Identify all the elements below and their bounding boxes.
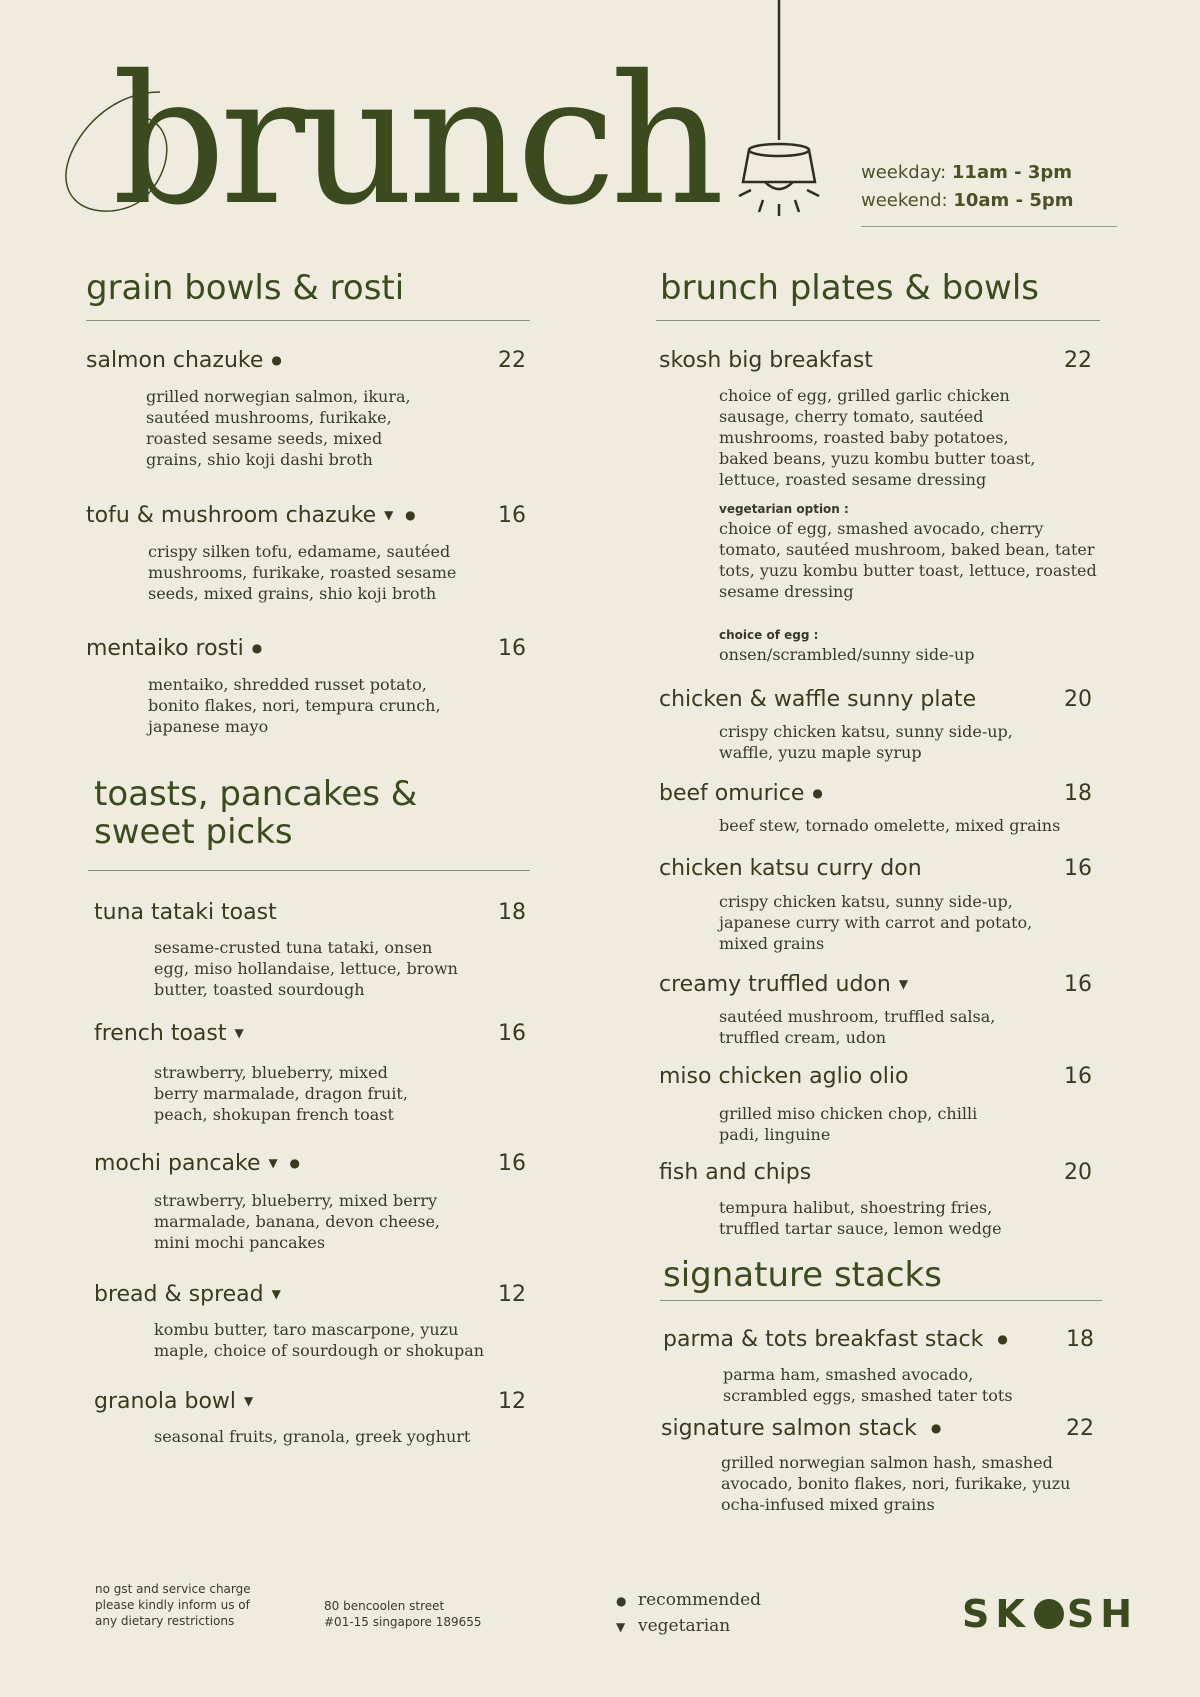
vegetarian-option-label: vegetarian option : (719, 502, 849, 516)
menu-title: brunch (112, 37, 719, 244)
opening-hours (861, 159, 1073, 215)
menu-item-description: grilled norwegian salmon, ikura, sautéed mushrooms, furikake, roasted sesame seeds, mixed grains, shio koji dashi broth (146, 387, 411, 469)
recommended-icon: ● (616, 1594, 627, 1608)
menu-item-description: strawberry, blueberry, mixed berry marmalade, dragon fruit, peach, shokupan french toast (154, 1063, 408, 1124)
weekend-hours (861, 187, 1073, 215)
item-marks: ▼ (244, 1394, 258, 1408)
menu-item-description: choice of egg, grilled garlic chicken sausage, cherry tomato, sautéed mushrooms, roasted baby potatoes, baked beans, yuzu kombu butter toast, lettuce, roasted sesame dressing (719, 386, 1036, 489)
item-marks: ▼ ● (268, 1156, 305, 1170)
menu-item-price: 16 (1064, 972, 1092, 997)
menu-item-price: 16 (498, 636, 526, 661)
legend-vegetarian: ▼ vegetarian (616, 1614, 761, 1640)
menu-item-price: 16 (498, 1021, 526, 1046)
menu-item-name: signature salmon stack ● (661, 1416, 946, 1441)
menu-item-description: seasonal fruits, granola, greek yoghurt (154, 1427, 471, 1446)
menu-item-name: tofu & mushroom chazuke ▼ ● (86, 503, 420, 528)
menu-item-description: strawberry, blueberry, mixed berry marmalade, banana, devon cheese, mini mochi pancakes (154, 1191, 440, 1252)
weekend-label: weekend: (861, 190, 948, 211)
menu-item-price: 22 (498, 348, 526, 373)
menu-item-price: 22 (1066, 1416, 1094, 1441)
menu-item-description: grilled norwegian salmon hash, smashed avocado, bonito flakes, nori, furikake, yuzu ocha-infused mixed grains (721, 1453, 1071, 1514)
menu-item-description: mentaiko, shredded russet potato, bonito flakes, nori, tempura crunch, japanese mayo (148, 675, 441, 736)
menu-item-name: fish and chips (659, 1160, 812, 1185)
item-marks: ▼ (271, 1287, 285, 1301)
menu-item-name: chicken & waffle sunny plate (659, 687, 977, 712)
service-note: no gst and service charge please kindly inform us of any dietary restrictions (95, 1582, 251, 1628)
choice-of-egg-description: onsen/scrambled/sunny side-up (719, 645, 975, 664)
item-marks: ● (271, 353, 286, 367)
section-divider (656, 320, 1100, 321)
menu-item-name: beef omurice ● (659, 781, 827, 806)
menu-item-description: crispy silken tofu, edamame, sautéed mushrooms, furikake, roasted sesame seeds, mixed grains, shio koji broth (148, 542, 457, 603)
weekday-time: 11am - 3pm (951, 162, 1073, 183)
legend-recommended: ● recommended (616, 1588, 761, 1614)
menu-item-price: 18 (1064, 781, 1092, 806)
weekday-label: weekday: (861, 162, 947, 183)
menu-item-price: 18 (1066, 1327, 1094, 1352)
menu-item-description: sesame-crusted tuna tataki, onsen egg, miso hollandaise, lettuce, brown butter, toasted sourdough (154, 938, 458, 999)
section-divider (88, 870, 530, 871)
menu-item-price: 16 (1064, 856, 1092, 881)
menu-item-price: 20 (1064, 687, 1092, 712)
menu-item-price: 18 (498, 900, 526, 925)
menu-item-description: kombu butter, taro mascarpone, yuzu maple, choice of sourdough or shokupan (154, 1320, 485, 1360)
menu-item-description: tempura halibut, shoestring fries, truffled tartar sauce, lemon wedge (719, 1198, 1002, 1238)
choice-of-egg-label: choice of egg : (719, 628, 819, 642)
menu-item-name: miso chicken aglio olio (659, 1064, 909, 1089)
weekday-hours (861, 159, 1073, 187)
skosh-logo: SK SH (962, 1592, 1138, 1636)
menu-item-description: sautéed mushroom, truffled salsa, truffled cream, udon (719, 1007, 996, 1047)
menu-item-description: crispy chicken katsu, sunny side-up, japanese curry with carrot and potato, mixed grains (719, 892, 1033, 953)
section-title-signature-stacks: signature stacks (663, 1255, 942, 1295)
menu-item-description: crispy chicken katsu, sunny side-up, waffle, yuzu maple syrup (719, 722, 1013, 762)
menu-item-name: chicken katsu curry don (659, 856, 922, 881)
section-title-toasts: toasts, pancakes & sweet picks (94, 774, 418, 852)
menu-item-name: french toast ▼ (94, 1021, 248, 1046)
menu-item-name: granola bowl ▼ (94, 1389, 258, 1414)
item-marks: ● (930, 1421, 946, 1435)
item-marks: ▼ (234, 1026, 248, 1040)
item-marks: ● (997, 1332, 1012, 1346)
menu-item-description: grilled miso chicken chop, chilli padi, linguine (719, 1104, 978, 1144)
menu-item-description: beef stew, tornado omelette, mixed grains (719, 816, 1061, 835)
menu-item-price: 12 (498, 1282, 526, 1307)
legend (616, 1588, 761, 1640)
hours-divider (861, 226, 1117, 227)
menu-item-name: parma & tots breakfast stack ● (663, 1327, 1012, 1352)
menu-item-price: 16 (498, 1151, 526, 1176)
menu-item-name: skosh big breakfast (659, 348, 873, 373)
menu-item-name: bread & spread ▼ (94, 1282, 285, 1307)
menu-item-description: parma ham, smashed avocado, scrambled eggs, smashed tater tots (723, 1365, 1013, 1405)
vegetarian-icon: ▼ (616, 1620, 626, 1634)
section-title-grain-bowls: grain bowls & rosti (86, 268, 405, 308)
menu-item-price: 16 (498, 503, 526, 528)
section-divider (660, 1300, 1102, 1301)
menu-item-name: salmon chazuke ● (86, 348, 286, 373)
item-marks: ▼ ● (384, 508, 420, 522)
item-marks: ▼ (898, 977, 913, 991)
menu-item-name: tuna tataki toast (94, 900, 277, 925)
vegetarian-option-description: choice of egg, smashed avocado, cherry tomato, sautéed mushroom, baked bean, tater tots, yuzu kombu butter toast, lettuce, roasted sesame dressing (719, 519, 1097, 601)
address: 80 bencoolen street #01-15 singapore 189655 (324, 1599, 482, 1629)
item-marks: ● (251, 641, 267, 655)
menu-item-price: 16 (1064, 1064, 1092, 1089)
menu-item-name: creamy truffled udon ▼ (659, 972, 913, 997)
lamp-icon (735, 0, 835, 230)
menu-item-name: mentaiko rosti ● (86, 636, 267, 661)
menu-item-price: 12 (498, 1389, 526, 1414)
logo-dot-icon (1034, 1599, 1064, 1629)
menu-item-price: 20 (1064, 1160, 1092, 1185)
menu-item-name: mochi pancake ▼ ● (94, 1151, 305, 1176)
section-title-brunch-plates: brunch plates & bowls (660, 268, 1040, 308)
menu-item-price: 22 (1064, 348, 1092, 373)
item-marks: ● (812, 786, 827, 800)
section-divider (86, 320, 530, 321)
weekend-time: 10am - 5pm (953, 190, 1074, 211)
